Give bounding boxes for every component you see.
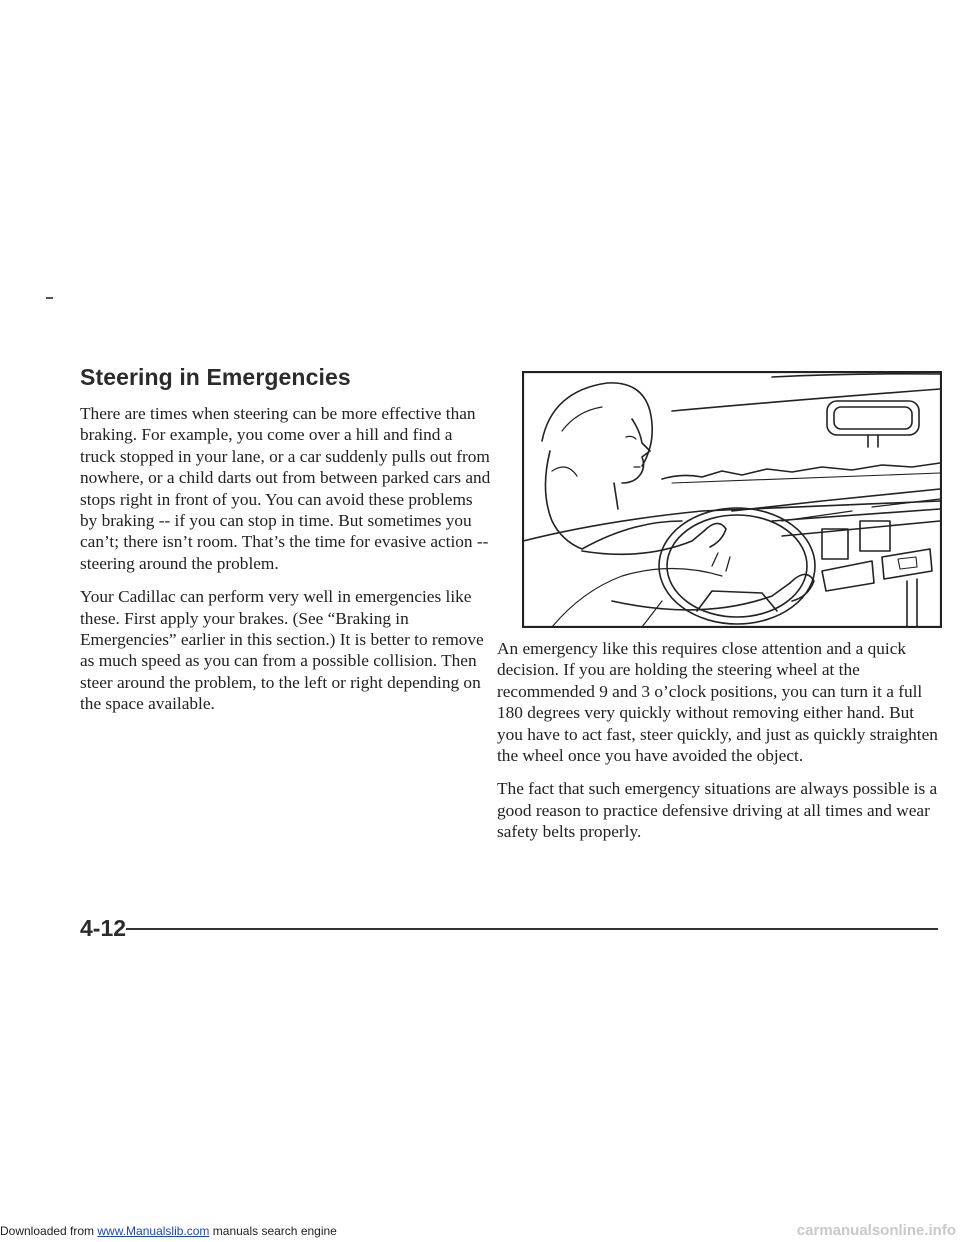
download-suffix: manuals search engine <box>209 1224 337 1238</box>
watermark: carmanualsonline.info <box>796 1222 956 1239</box>
download-prefix: Downloaded from <box>0 1224 98 1238</box>
manualslib-link[interactable]: www.Manualslib.com <box>97 1224 210 1238</box>
paragraph-intro: There are times when steering can be more effective than braking. For example, you come over a hill and find a truck stopped in your lane, or a car suddenly pulls out from nowhere, or a child darts out from between parked cars and stops right in front of you. You can avoid these problems by braking -- if you can stop in time. But sometimes you can’t; there isn’t room. That’s the time for evasive action -- steering around the problem. <box>80 404 491 573</box>
section-title: Steering in Emergencies <box>80 364 351 390</box>
paragraph-emergency: An emergency like this requires close attention and a quick decision. If you are holding the steering wheel at the recommended 9 and 3 o’clock positions, you can turn it a full 180 degrees very quickly without removing either hand. But you have to act fast, steer quickly, and just as quickly straighten the wheel once you have avoided the object. <box>497 639 938 766</box>
left-column <box>80 403 492 727</box>
margin-dash <box>46 297 53 299</box>
footer-rule <box>126 928 938 930</box>
paragraph-cadillac: Your Cadillac can perform very well in emergencies like these. First apply your brakes. (See “Braking in Emergencies” earlier in this section.) It is better to remove as much speed as you can from a possible collision. Then steer around the problem, to the left or right depending on the space available. <box>80 587 484 714</box>
page-number: 4-12 <box>80 915 127 941</box>
right-column <box>497 638 943 855</box>
paragraph-defensive: The fact that such emergency situations are always possible is a good reason to practice defensive driving at all times and wear safety belts properly. <box>497 779 938 842</box>
driver-steering-illustration <box>522 371 942 628</box>
